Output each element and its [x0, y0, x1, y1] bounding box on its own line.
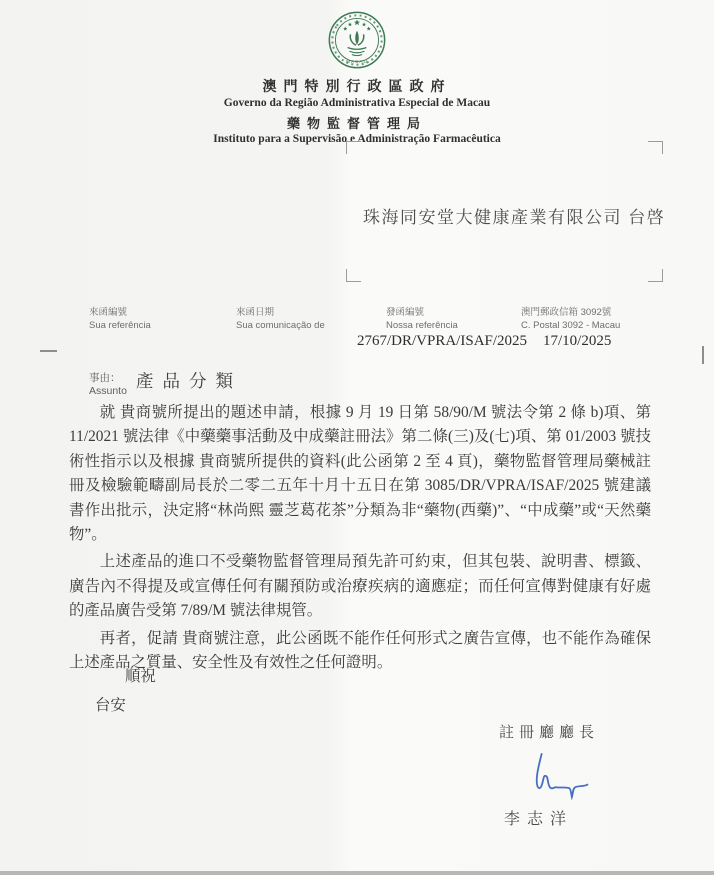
emblem-macau-label: MACAU [346, 58, 368, 64]
letter-date: 17/10/2025 [543, 333, 612, 349]
emblem-lotus [348, 31, 367, 56]
letter-body [69, 401, 651, 675]
body-paragraph-1: 就 貴商號所提出的題述申請，根據 9 月 19 日第 58/90/M 號法令第 2 條 b)項、第 11/2021 號法律《中藥藥事活動及中成藥註冊法》第二條(三)及(七)項、第 01/2003 號技術性指示以及根據 貴商號所提供的資料(此公函第 2 至 4 頁)，藥物監督管理局藥械註冊及檢驗範疇副局長於二零二五年十月十五日在第 3085/DR/VPRA/ISAF/2025 號建議書作出批示，決定將“林尚熙 靈芝葛花茶”分類為非“藥物(西藥)”、“中成藥”或“天然藥物”。 [69, 404, 651, 544]
address-window-corner-top-left [346, 141, 361, 154]
closing-salutation-line1: 順祝 [125, 668, 156, 685]
fold-mark-left [40, 350, 57, 352]
signer-name: 李志洋 [504, 811, 574, 828]
address-window [346, 141, 666, 282]
recipient-name: 珠海同安堂大健康產業有限公司 台啓 [363, 208, 666, 227]
scanner-edge-shadow [0, 871, 714, 875]
address-window-corner-bottom-right [648, 269, 663, 282]
closing-salutation-line2: 台安 [95, 697, 126, 714]
fold-mark-right [702, 346, 704, 364]
your-reference-label: 來函編號 Sua referência [89, 307, 151, 331]
our-reference-label: 發函編號 Nossa referência [386, 307, 458, 331]
institute-name-chinese: 藥物監督管理局 [286, 116, 427, 131]
signer-title: 註冊廳廳長 [499, 724, 600, 741]
subject-title: 產品分類 [136, 371, 242, 391]
subject-label: 事由： Assunto [89, 372, 127, 397]
address-window-corner-bottom-left [346, 269, 361, 282]
institute-name-portuguese: Instituto para a Supervisão e Administração Farmacêutica [213, 133, 501, 145]
body-paragraph-3: 再者，促請 貴商號注意，此公函既不能作任何形式之廣告宣傳，也不能作為確保上述產品之質量、安全性及有效性之任何證明。 [69, 629, 651, 672]
our-reference-number: 2767/DR/VPRA/ISAF/2025 [357, 333, 528, 349]
handwritten-signature-icon [495, 750, 590, 808]
letterhead [0, 10, 714, 145]
government-name-portuguese: Governo da Região Administrativa Especial de Macau [223, 97, 491, 109]
macau-sar-emblem-icon [327, 10, 387, 70]
address-window-corner-top-right [648, 141, 663, 154]
government-name-chinese: 澳門特別行政區政府 [262, 80, 452, 95]
body-paragraph-2: 上述產品的進口不受藥物監督管理局預先許可約束，但其包裝、說明書、標籤、廣告內不得提及或宣傳任何有關預防或治療疾病的適應症；而任何宣傳對健康有好處的產品廣告受第 7/89/M 號法律規管。 [69, 553, 651, 620]
your-letter-date-label: 來函日期 Sua comunicação de [236, 307, 325, 331]
postal-box-label: 澳門郵政信箱 3092號 C. Postal 3092 - Macau [521, 307, 621, 331]
